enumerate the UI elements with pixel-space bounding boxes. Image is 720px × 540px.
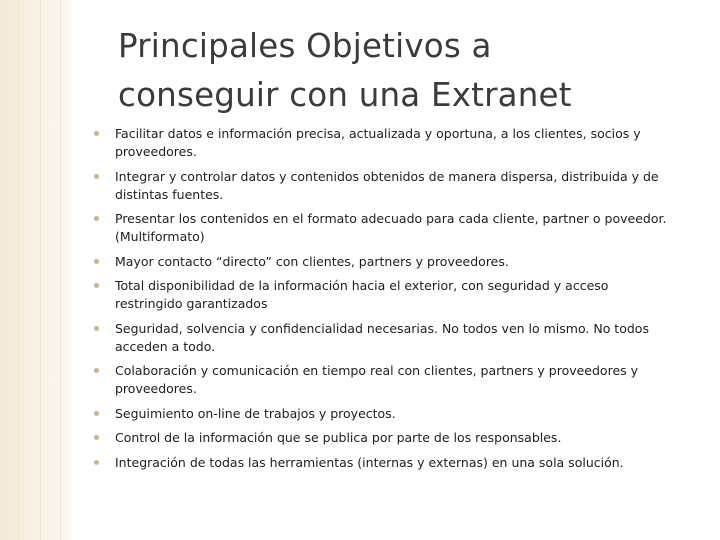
slide-title — [118, 22, 698, 120]
bullet-text: Total disponibilidad de la información hacia el exterior, con seguridad y acceso restringido garantizados — [115, 278, 609, 311]
bullet-text: Presentar los contenidos en el formato adecuado para cada cliente, partner o poveedor. (Multiformato) — [115, 211, 667, 244]
bullet-dot-icon — [94, 326, 99, 331]
bullet-list — [94, 125, 674, 478]
bullet-item — [94, 429, 674, 447]
bullet-text: Integrar y controlar datos y contenidos obtenidos de manera dispersa, distribuida y de distintas fuentes. — [115, 168, 659, 202]
bullet-item — [94, 405, 674, 423]
bullet-dot-icon — [94, 174, 99, 179]
bullet-dot-icon — [94, 216, 99, 221]
decorative-band-line — [40, 0, 41, 540]
bullet-item — [94, 362, 674, 398]
decorative-band-line — [60, 0, 61, 540]
bullet-dot-icon — [94, 460, 99, 465]
bullet-dot-icon — [94, 283, 99, 288]
bullet-dot-icon — [94, 259, 99, 264]
bullet-item — [94, 320, 674, 356]
bullet-text: Mayor contacto “directo” con clientes, partners y proveedores. — [115, 253, 509, 269]
bullet-dot-icon — [94, 411, 99, 416]
bullet-text: Control de la información que se publica por parte de los responsables. — [115, 430, 562, 445]
slide-title-line-2: conseguir con una Extranet — [118, 76, 572, 114]
bullet-text: Seguridad, solvencia y confidencialidad necesarias. No todos ven lo mismo. No todos acceden a todo. — [115, 320, 649, 354]
bullet-dot-icon — [94, 368, 99, 373]
bullet-dot-icon — [94, 435, 99, 440]
bullet-item — [94, 210, 674, 246]
bullet-dot-icon — [94, 131, 99, 136]
bullet-text: Integración de todas las herramientas (internas y externas) en una sola solución. — [115, 454, 624, 470]
bullet-item — [94, 454, 674, 472]
bullet-text: Seguimiento on-line de trabajos y proyectos. — [115, 405, 396, 421]
bullet-item — [94, 125, 674, 161]
decorative-left-band — [0, 0, 72, 540]
bullet-text: Colaboración y comunicación en tiempo real con clientes, partners y proveedores y proveedores. — [115, 363, 639, 396]
slide-title-line-1: Principales Objetivos a — [118, 27, 492, 65]
bullet-text: Facilitar datos e información precisa, actualizada y oportuna, a los clientes, socios y proveedores. — [115, 126, 641, 159]
bullet-item — [94, 168, 674, 204]
bullet-item — [94, 277, 674, 313]
bullet-item — [94, 253, 674, 271]
decorative-band-line — [18, 0, 19, 540]
